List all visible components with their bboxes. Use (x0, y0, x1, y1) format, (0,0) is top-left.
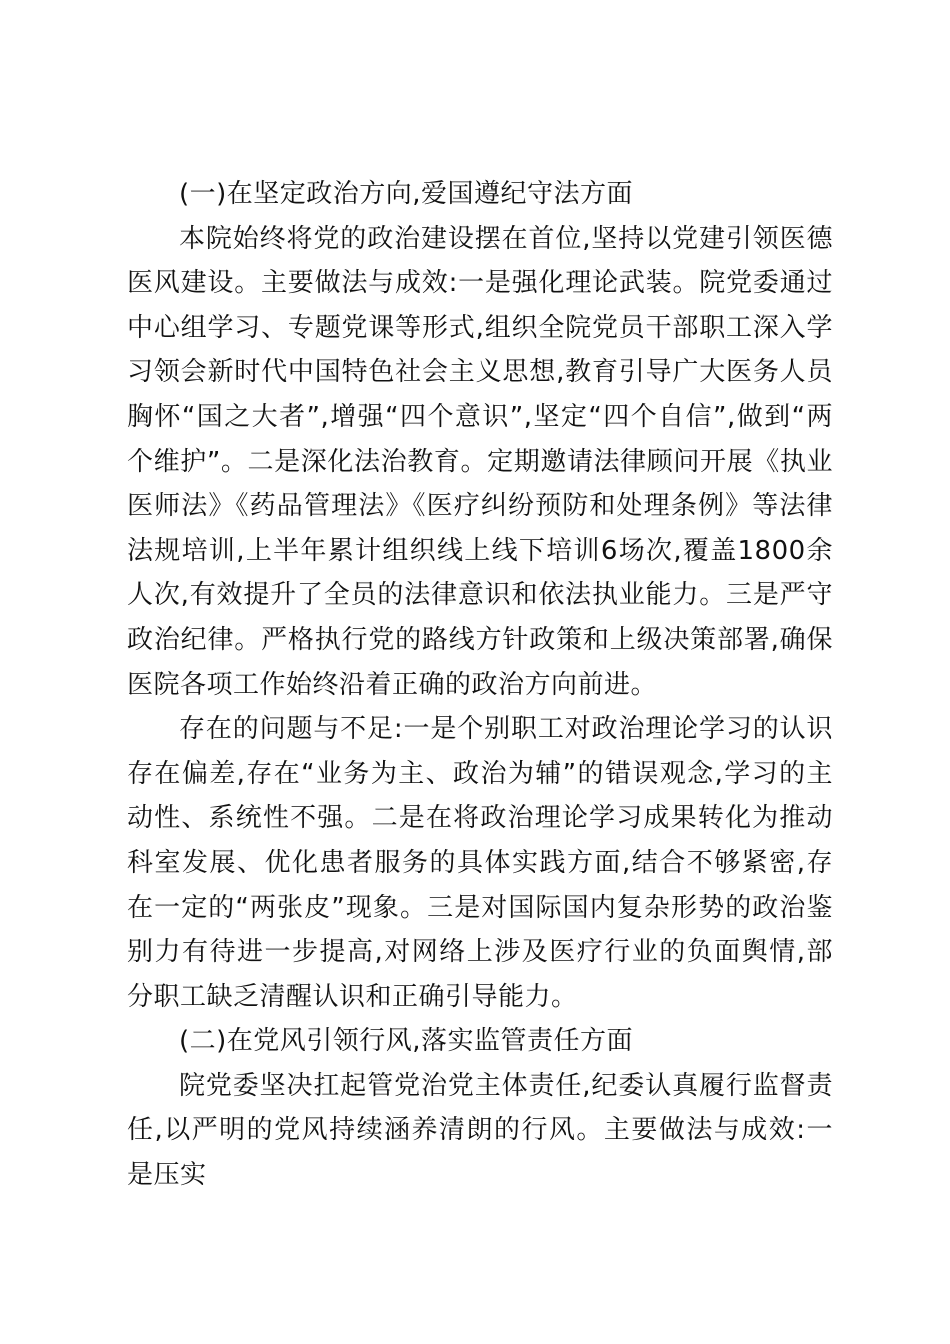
paragraph-achievements: 本院始终将党的政治建设摆在首位,坚持以党建引领医德医风建设。主要做法与成效:一是强化理论武装。院党委通过中心组学习、专题党课等形式,组织全院党员干部职工深入学习领会新时代中国特色社会主义思想,教育引导广大医务人员胸怀“国之大者”,增强“四个意识”,坚定“四个自信”,做到“两个维护”。二是深化法治教育。定期邀请法律顾问开展《执业医师法》《药品管理法》《医疗纠纷预防和处理条例》等法律法规培训,上半年累计组织线上线下培训6场次,覆盖1800余人次,有效提升了全员的法律意识和依法执业能力。三是严守政治纪律。严格执行党的路线方针政策和上级决策部署,确保医院各项工作始终沿着正确的政治方向前进。 (127, 223, 833, 700)
section-heading-2: (二)在党风引领行风,落实监管责任方面 (179, 1026, 634, 1057)
document-body (127, 172, 833, 1198)
paragraph-problems: 存在的问题与不足:一是个别职工对政治理论学习的认识存在偏差,存在“业务为主、政治为辅”的错误观念,学习的主动性、系统性不强。二是在将政治理论学习成果转化为推动科室发展、优化患者服务的具体实践方面,结合不够紧密,存在一定的“两张皮”现象。三是对国际国内复杂形势的政治鉴别力有待进一步提高,对网络上涉及医疗行业的负面舆情,部分职工缺乏清醒认识和正确引导能力。 (127, 714, 833, 1012)
paragraph-section2-intro: 院党委坚决扛起管党治党主体责任,纪委认真履行监督责任,以严明的党风持续涵养清朗的行风。主要做法与成效:一是压实 (127, 1070, 833, 1191)
section-heading-1: (一)在坚定政治方向,爱国遵纪守法方面 (179, 179, 634, 209)
